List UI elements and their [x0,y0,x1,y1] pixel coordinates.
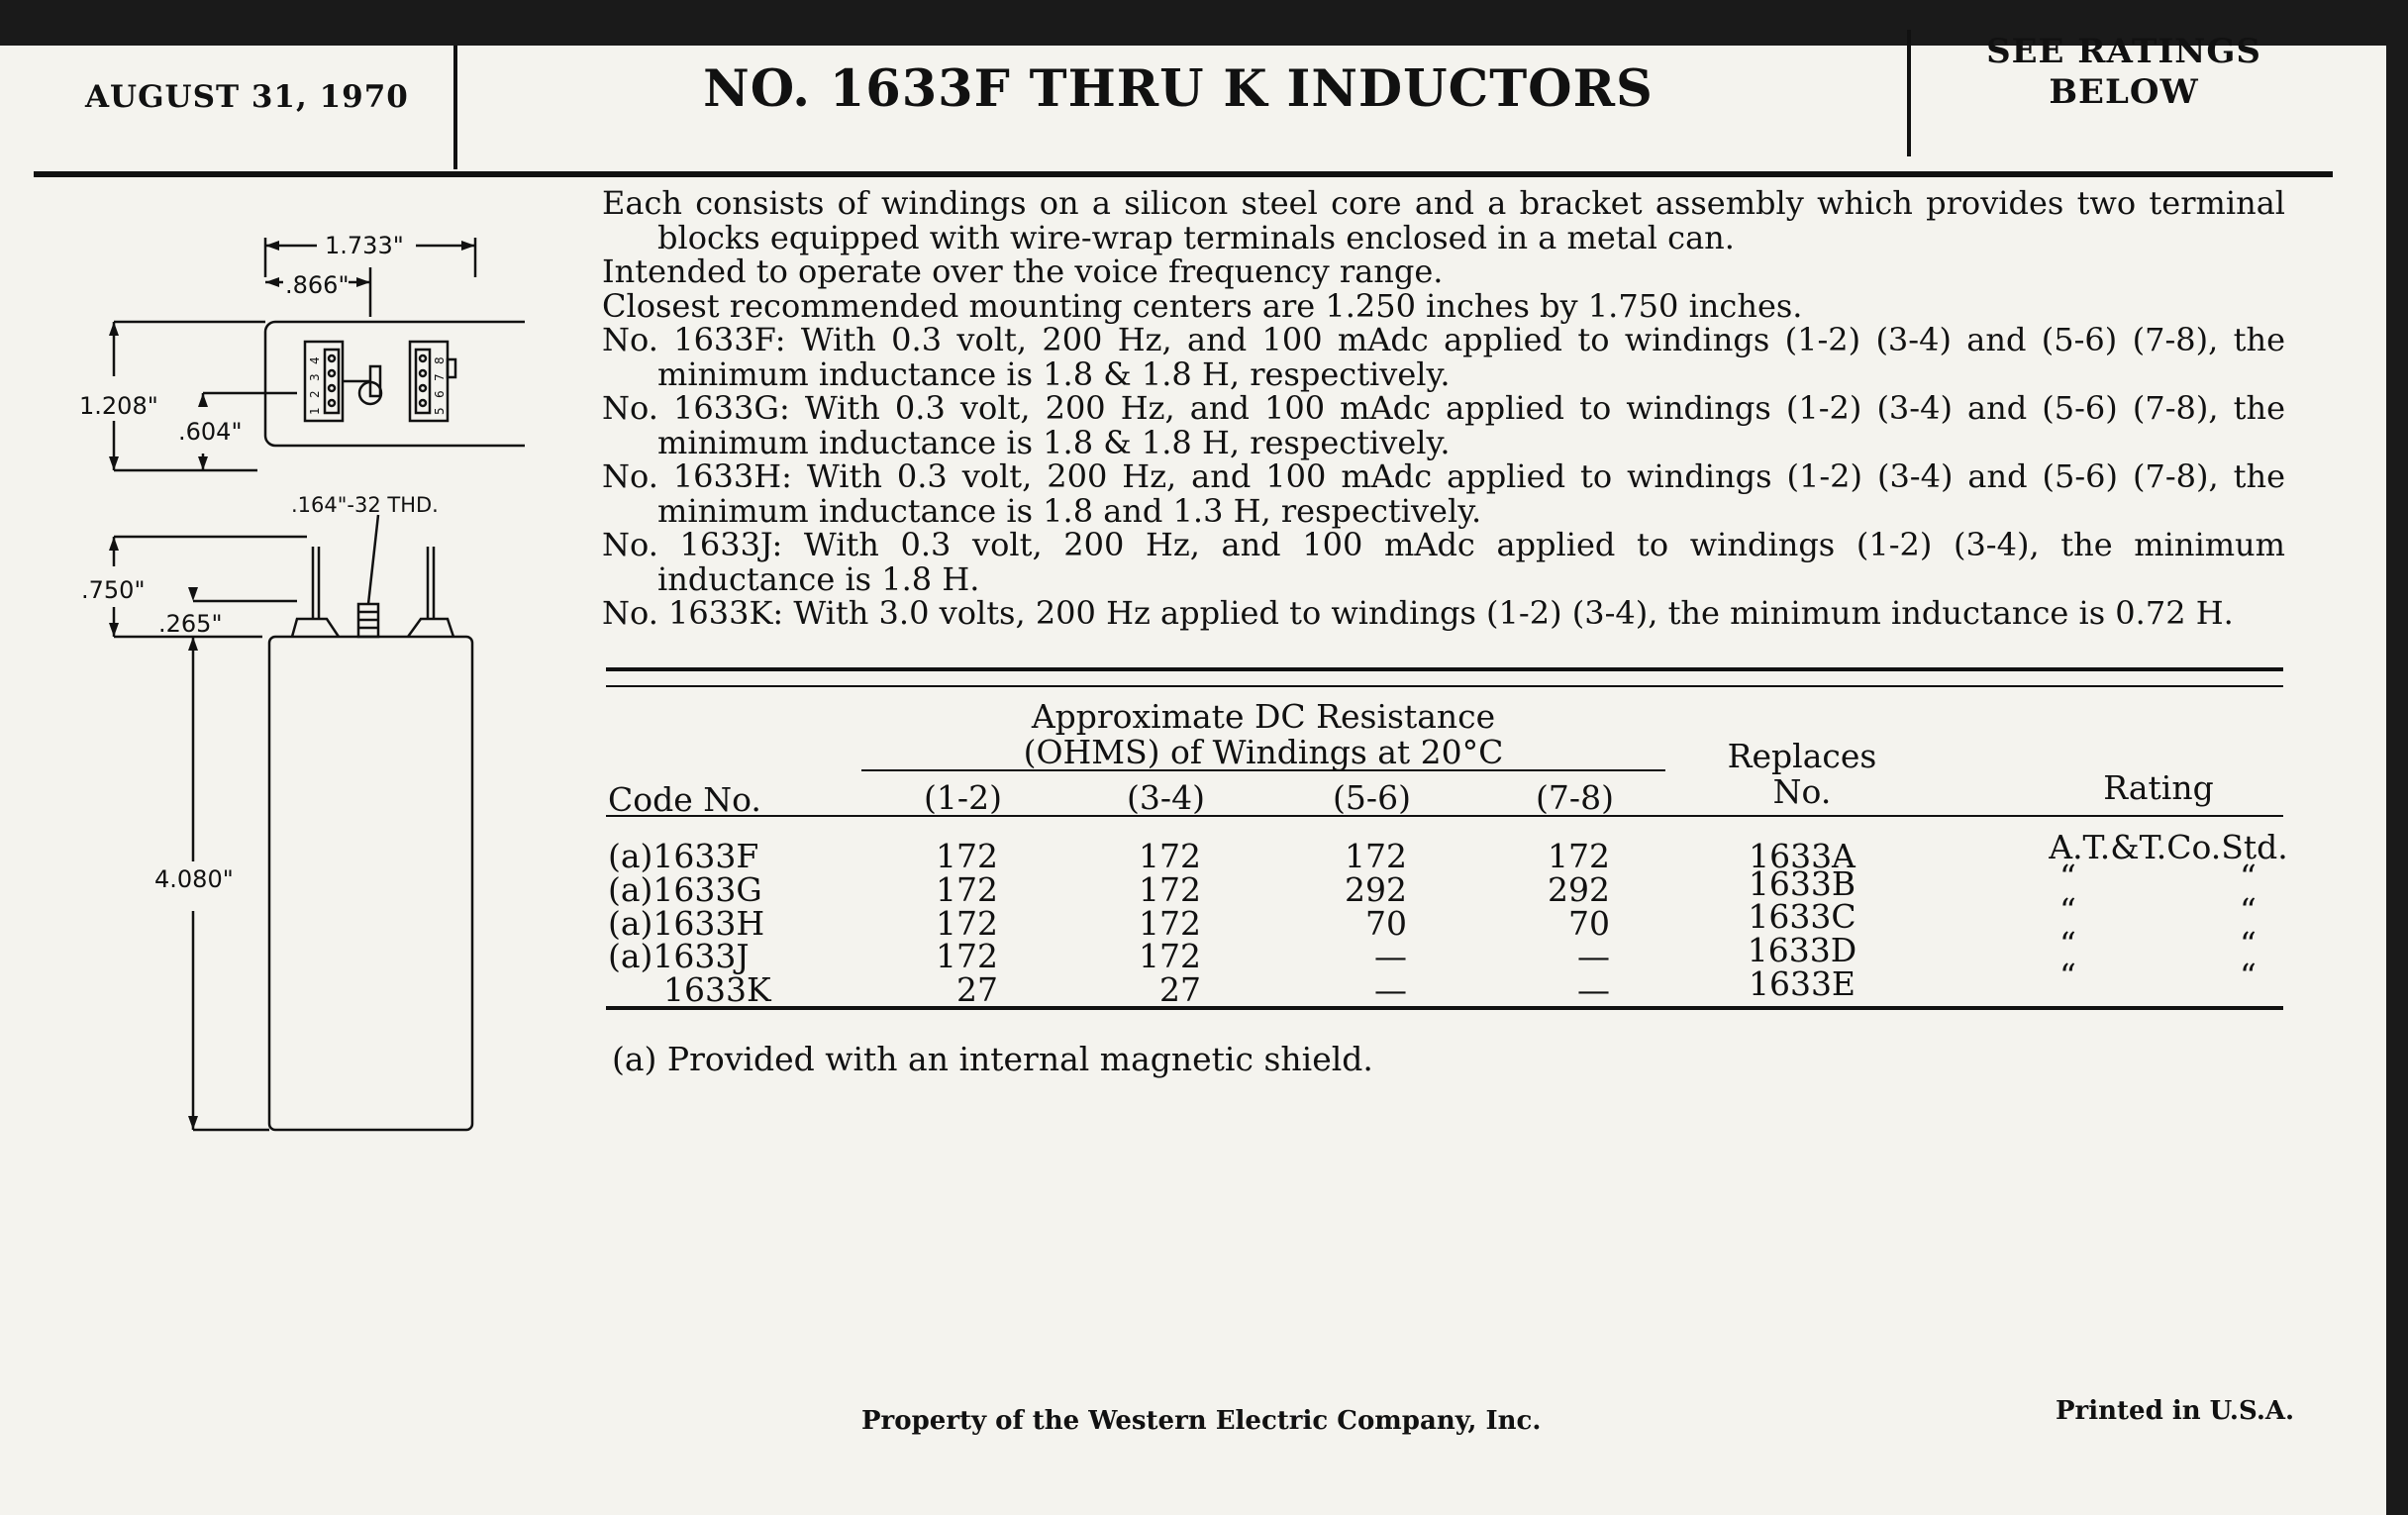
col-header-3-4: (3-4) [1127,778,1205,817]
rating-ditto-left: “ [2059,925,2076,963]
description-paragraph: No. 1633H: With 0.3 volt, 200 Hz, and 100 mAdc applied to windings (1-2) (3-4) and (5-6) (7-8), the minimum inductance is 1.8 and 1.3 H, respectively. [602,457,2285,530]
description-paragraph: Closest recommended mounting centers are 1.250 inches by 1.750 inches. [602,286,1803,325]
rating-ditto-right: “ [2240,891,2257,930]
rating-ditto-left: “ [2059,957,2076,995]
table-top-rule [606,667,2283,671]
col-header-5-6: (5-6) [1333,778,1411,817]
description-paragraph: No. 1633G: With 0.3 volt, 200 Hz, and 100 mAdc applied to windings (1-2) (3-4) and (5-6) (7-8), the minimum inductance is 1.8 & 1.8 H, respectively. [602,389,2285,461]
terminal-number: 8 [433,356,447,364]
col-header-1-2: (1-2) [924,778,1002,817]
replaces-cell: 1633A [1749,837,1856,875]
dim-overall-width: 1.733" [325,232,404,259]
replaces-cell: 1633C [1748,897,1856,936]
r34-cell: 172 [1139,904,1201,943]
dim-half-width: .866" [285,271,350,299]
r12-cell: 172 [936,937,998,975]
r12-cell: 172 [936,904,998,943]
code-cell: (a)1633F [608,837,759,875]
table-header-rule [606,815,2283,817]
rating-ditto-left: “ [2059,891,2076,930]
dim-bracket-height: .265" [158,610,223,638]
terminal-number: 4 [308,356,322,364]
replaces-header: No. [1772,772,1832,811]
r56-cell: 292 [1345,870,1407,909]
terminal-number: 6 [433,390,447,398]
replaces-cell: 1633D [1747,931,1857,969]
terminal-number: 7 [433,373,447,381]
r12-cell: 27 [956,970,998,1009]
r34-cell: 27 [1159,970,1201,1009]
col-header-7-8: (7-8) [1536,778,1614,817]
r34-cell: 172 [1139,937,1201,975]
header-rule [34,171,2333,177]
inductor-dimension-drawing [59,218,525,1159]
description-paragraph: Each consists of windings on a silicon steel core and a bracket assembly which provides two terminal blocks equipped with wire-wrap terminals enclosed in a metal can. [602,184,2285,256]
description-paragraph: No. 1633K: With 3.0 volts, 200 Hz applied to windings (1-2) (3-4), the minimum inductance is 0.72 H. [602,594,2234,632]
r56-cell: — [1374,970,1407,1009]
description-paragraph: No. 1633J: With 0.3 volt, 200 Hz, and 100 mAdc applied to windings (1-2) (3-4), the minimum inductance is 1.8 H. [602,526,2285,598]
page-title: NO. 1633F THRU K INDUCTORS [703,59,1654,119]
r12-cell: 172 [936,837,998,875]
description [602,186,2285,631]
code-header: Code No. [608,780,761,819]
terminal-number: 2 [308,390,322,398]
replaces-cell: 1633B [1748,864,1856,903]
r12-cell: 172 [936,870,998,909]
r34-cell: 172 [1139,837,1201,875]
r56-cell: 172 [1345,837,1407,875]
r78-cell: 172 [1548,837,1610,875]
rating-ditto-right: “ [2240,957,2257,995]
table-bottom-rule [606,1006,2283,1010]
r78-cell: — [1577,970,1610,1009]
r56-cell: — [1374,937,1407,975]
code-cell: (a)1633G [608,870,762,909]
code-cell: (a)1633J [608,937,750,975]
dim-can-height: 4.080" [154,865,234,893]
r78-cell: — [1577,937,1610,975]
rating-header: Rating [2103,768,2214,807]
see-ratings-note: SEE RATINGS BELOW [1986,32,2261,112]
rating-ditto-right: “ [2240,925,2257,963]
dim-thread: .164"-32 THD. [291,493,439,517]
resistance-group-header: (OHMS) of Windings at 20°C [1023,733,1504,771]
dim-half-height: .604" [178,418,243,446]
terminal-number: 5 [433,407,447,415]
rating-ditto-right: “ [2240,858,2257,896]
rating-cell: A.T.&T.Co.Std. [2049,828,2288,866]
description-paragraph: No. 1633F: With 0.3 volt, 200 Hz, and 100 mAdc applied to windings (1-2) (3-4) and (5-6) (7-8), the minimum inductance is 1.8 & 1.8 H, respectively. [602,321,2285,393]
table-top-rule-thin [606,685,2283,687]
dim-top-height: 1.208" [79,392,158,420]
code-cell: 1633K [663,970,771,1009]
r78-cell: 70 [1568,904,1610,943]
ownership-notice: Property of the Western Electric Company, Inc. [861,1406,1542,1436]
rating-ditto-left: “ [2059,858,2076,896]
replaces-header: Replaces [1727,737,1877,775]
terminal-number: 1 [308,407,322,415]
terminal-number: 3 [308,373,322,381]
issue-date: AUGUST 31, 1970 [85,79,409,115]
replaces-cell: 1633E [1748,964,1856,1003]
table-footnote: (a) Provided with an internal magnetic shield. [612,1040,1373,1078]
description-paragraph: Intended to operate over the voice frequency range. [602,252,1444,290]
r34-cell: 172 [1139,870,1201,909]
code-cell: (a)1633H [608,904,765,943]
printed-notice: Printed in U.S.A. [2056,1396,2295,1426]
dim-terminal-height: .750" [81,576,146,604]
r56-cell: 70 [1365,904,1407,943]
r78-cell: 292 [1548,870,1610,909]
resistance-group-header: Approximate DC Resistance [1031,697,1496,736]
